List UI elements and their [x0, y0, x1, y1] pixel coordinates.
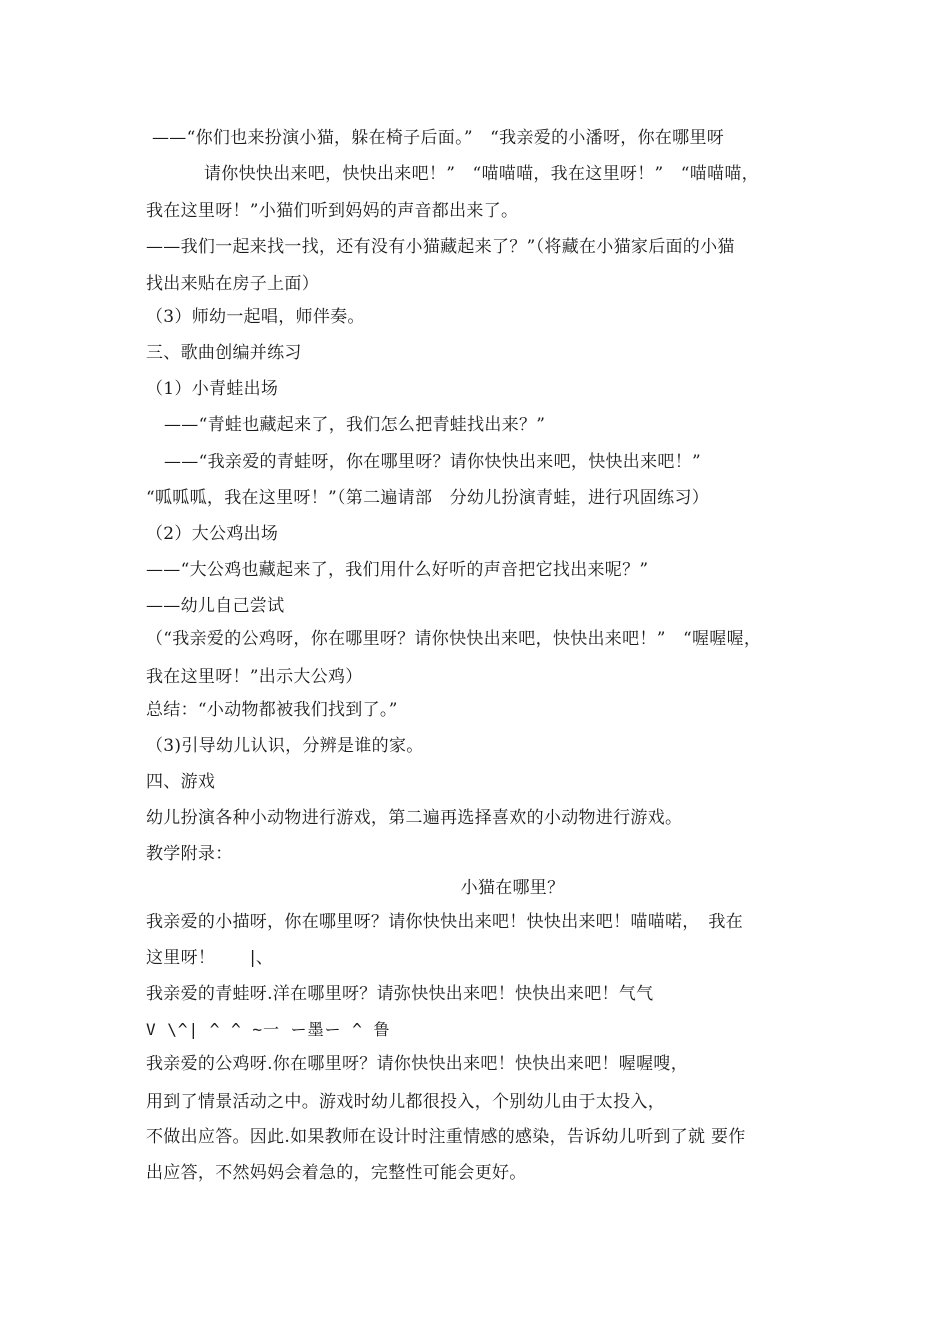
text-line-6: （3）师幼一起唱，师伴奏。: [146, 307, 365, 327]
section-heading-3: 三、歌曲创编并练习: [146, 343, 302, 363]
text-line-5: 找出来贴在房子上面）: [146, 274, 319, 294]
text-line-15: （“我亲爱的公鸡呀，你在哪里呀？请你快快出来吧，快快出来吧！” “喔喔喔，: [146, 629, 762, 649]
section-heading-4: 四、游戏: [146, 772, 216, 792]
text-line-28: 用到了情景活动之中。游戏时幼儿都很投入，个别幼儿由于太投入，: [146, 1092, 665, 1112]
text-line-24: 这里呀！ |、: [146, 948, 274, 968]
text-line-1: ——“你们也来扮演小猫，躲在椅子后面。” “我亲爱的小潘呀，你在哪里呀: [152, 128, 725, 148]
text-line-2: 请你快快出来吧，快快出来吧！” “喵喵喵，我在这里呀！” “喵喵喵，: [204, 164, 759, 184]
text-line-4: ——我们一起来找一找，还有没有小猫藏起来了？”（将藏在小猫家后面的小猫: [146, 237, 735, 257]
song-title: 小猫在哪里？: [460, 878, 565, 898]
text-line-27: 我亲爱的公鸡呀.你在哪里呀？请你快快出来吧！快快出来吧！喔喔嗖，: [146, 1054, 689, 1074]
text-line-10: ——“我亲爱的青蛙呀，你在哪里呀？请你快快出来吧，快快出来吧！”: [164, 452, 701, 472]
text-line-8: （1）小青蛙出场: [146, 379, 279, 399]
text-line-13: ——“大公鸡也藏起来了，我们用什么好听的声音把它找出来呢？”: [146, 560, 649, 580]
text-line-25: 我亲爱的青蛙呀.洋在哪里呀？请弥快快出来吧！快快出来吧！气气: [146, 984, 654, 1004]
text-line-17: 总结：“小动物都被我们找到了。”: [146, 700, 398, 720]
text-line-23: 我亲爱的小描呀，你在哪里呀？请你快快出来吧！快快出来吧！喵喵喏， 我在: [146, 912, 743, 932]
text-line-21: 教学附录：: [146, 844, 233, 864]
text-line-18: （3)引导幼儿认识，分辨是谁的家。: [146, 736, 424, 756]
text-line-9: ——“青蛙也藏起来了，我们怎么把青蛙找出来？”: [164, 415, 546, 435]
text-line-11: “呱呱呱，我在这里呀！”（第二遍请部 分幼儿扮演青蛙，进行巩固练习）: [146, 488, 710, 508]
text-line-20: 幼儿扮演各种小动物进行游戏，第二遍再选择喜欢的小动物进行游戏。: [146, 808, 683, 828]
text-line-14: ——幼儿自己尝试: [146, 596, 285, 616]
text-line-29: 不做出应答。因此.如果教师在设计时注重情感的感染，告诉幼儿听到了就 要作: [146, 1127, 746, 1147]
text-line-16: 我在这里呀！”出示大公鸡）: [146, 667, 363, 687]
text-line-3: 我在这里呀！”小猫们听到妈妈的声音都出来了。: [146, 201, 519, 221]
text-line-12: （2）大公鸡出场: [146, 524, 279, 544]
text-line-26: V \^| ^ ^ ~一 ー墨ー ^ 鲁: [146, 1020, 391, 1039]
text-line-30: 出应答，不然妈妈会着急的，完整性可能会更好。: [146, 1163, 527, 1183]
